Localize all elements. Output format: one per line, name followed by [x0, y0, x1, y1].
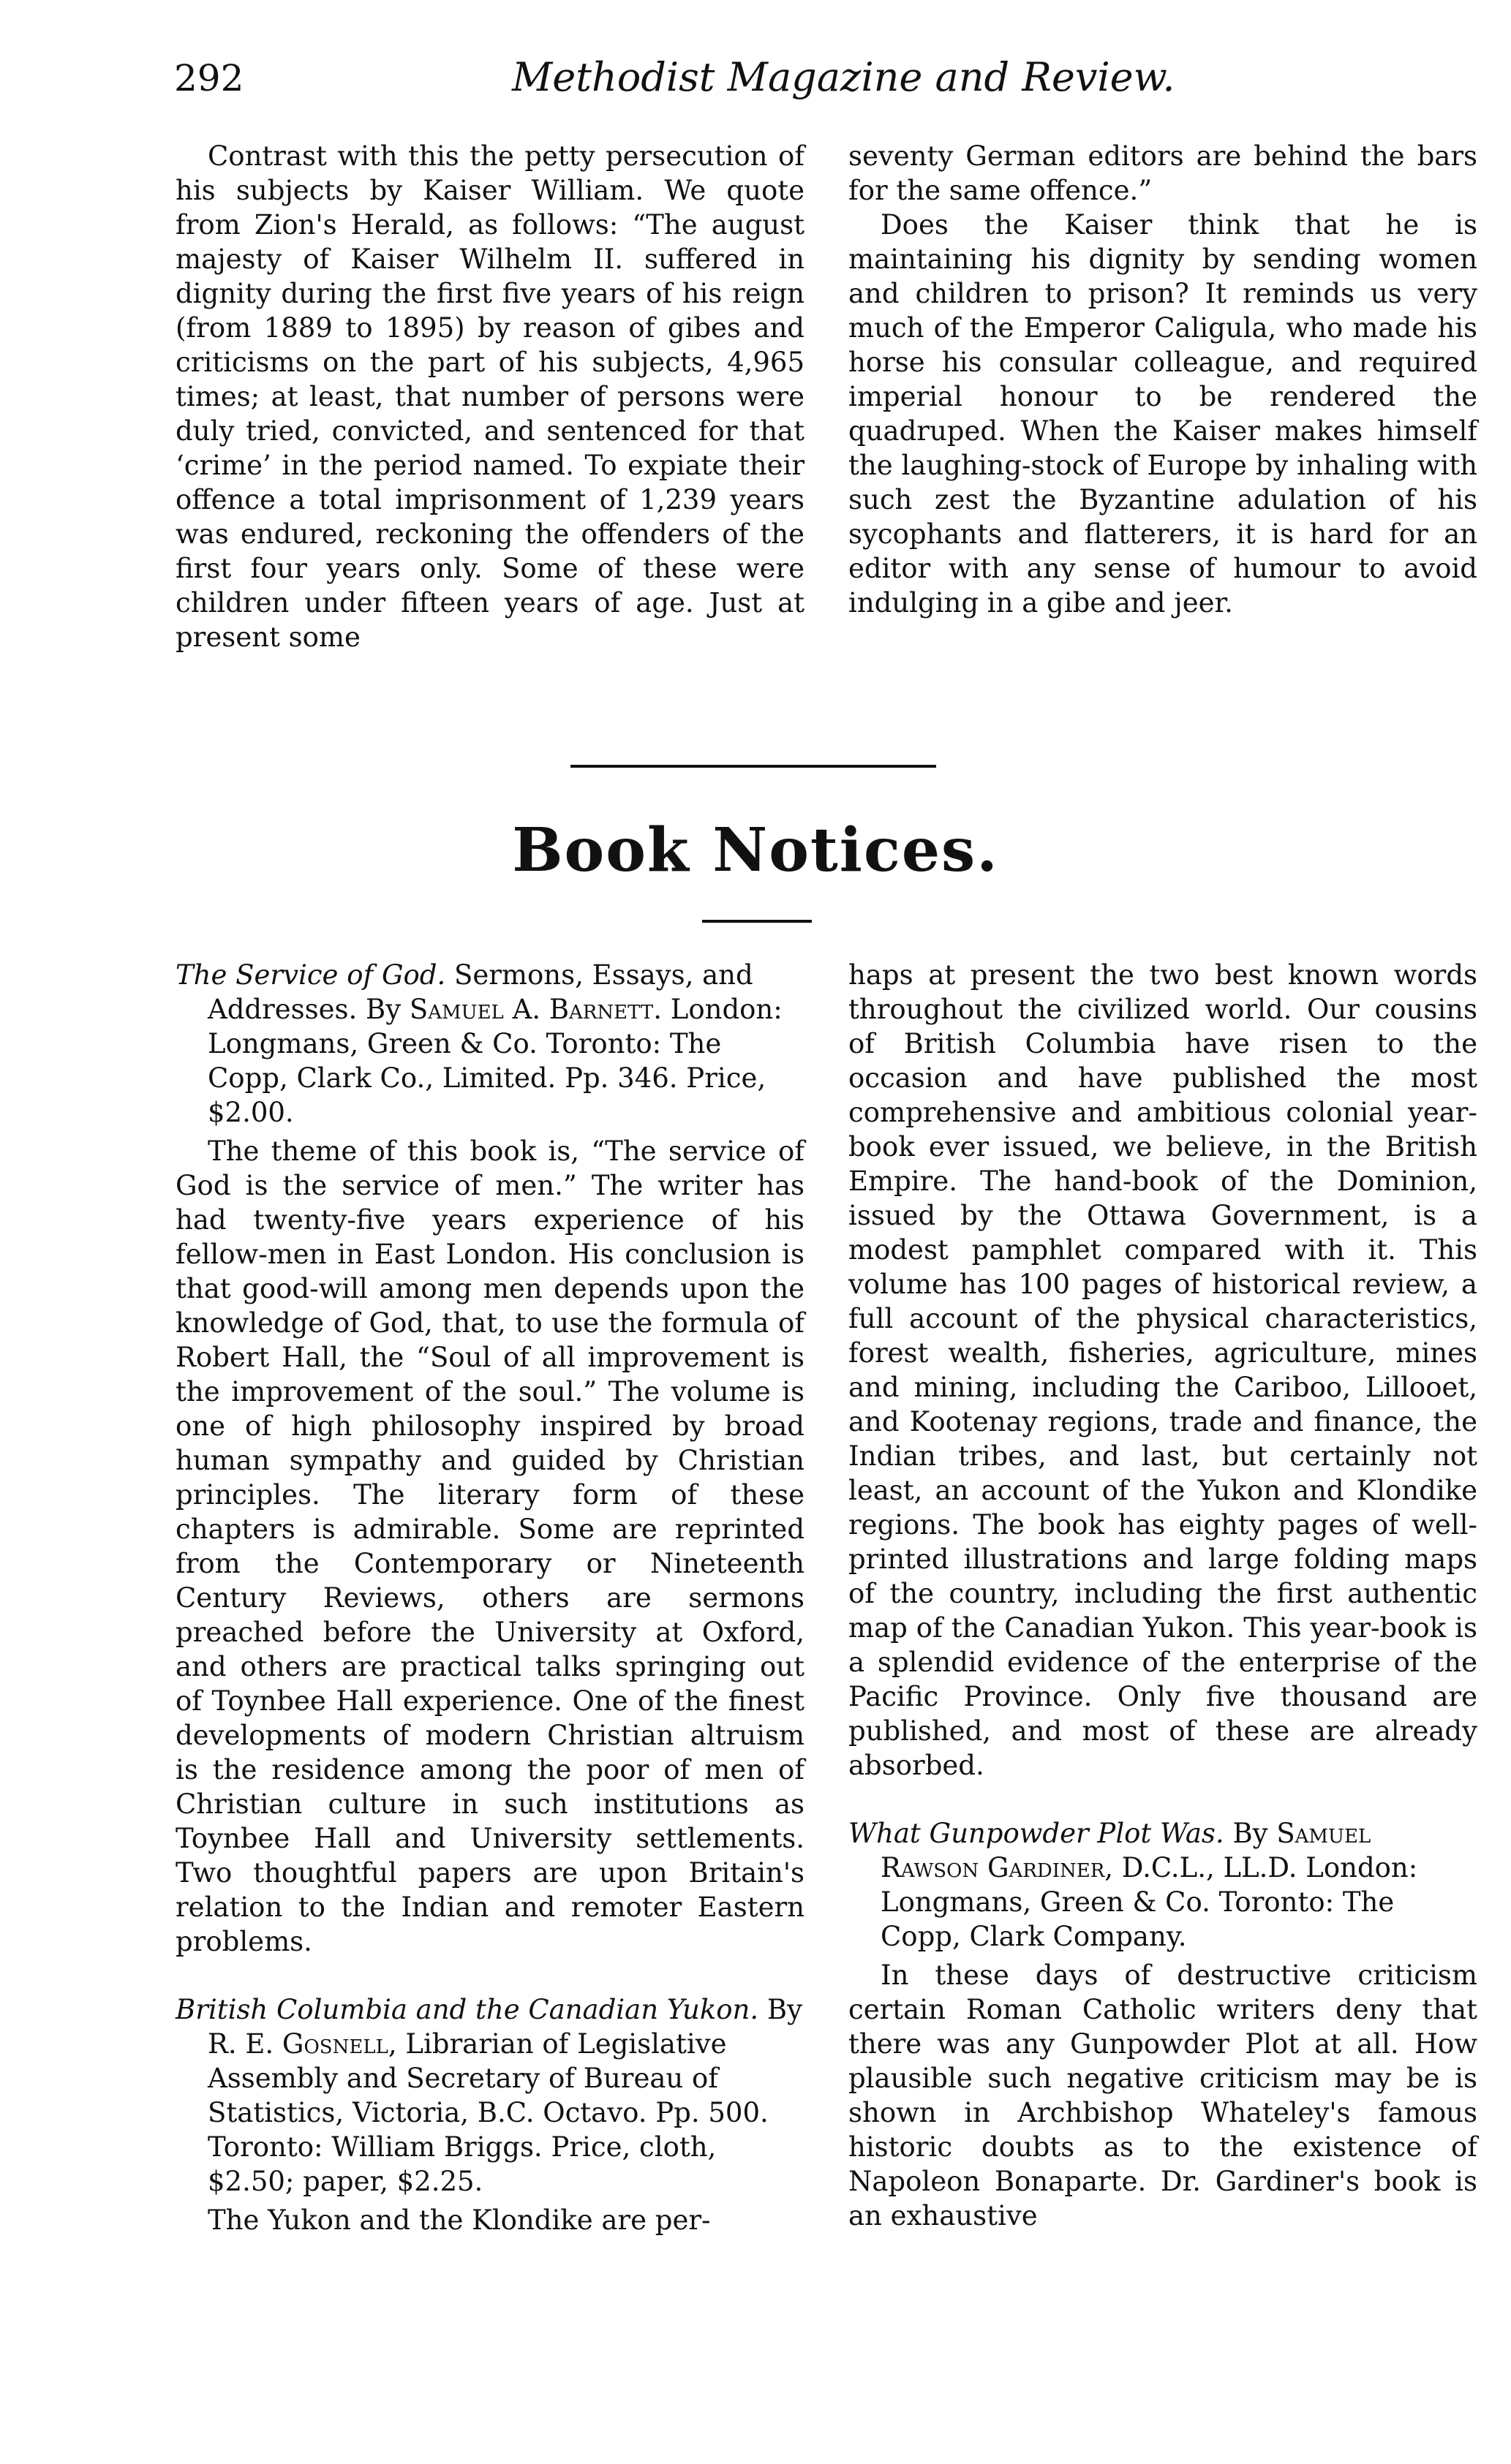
notice-imprint: London: Longmans, Green & Co. Toronto: The Copp, Clark Company. — [881, 1852, 1418, 1952]
notice-title: The Service of God. — [176, 959, 446, 991]
upper-right-column — [848, 139, 1477, 665]
upper-left-column — [176, 139, 805, 709]
heading-underline — [702, 920, 812, 923]
section-heading: Book Notices. — [512, 815, 999, 885]
notice-author: R. E. Gosnell, — [208, 2028, 397, 2060]
notice-imprint: Librarian of Legislative Assembly and Secretary of Bureau of Statistics, Victoria, B.C. Octavo. Pp. 500. Toronto: William Briggs. Price, cloth, $2.50; paper, $2.25. — [208, 2028, 769, 2197]
notice-imprint: London: Longmans, Green & Co. Toronto: The Copp, Clark Co., Limited. Pp. 346. Price, $2.00. — [208, 994, 783, 1128]
notice-title: British Columbia and the Canadian Yukon. — [176, 1994, 759, 2025]
notice-title: What Gunpowder Plot Was. — [848, 1818, 1224, 1849]
lower-left-column — [176, 958, 805, 2413]
running-title: Methodist Magazine and Review. — [512, 54, 1175, 100]
spacer — [176, 1959, 805, 1992]
notice-body-continued: haps at present the two best known words throughout the civilized world. Our cousins of British Columbia have risen to the occasion and have published the most comprehensive and ambitious colonial year-book ever issued, we believe, in the British Empire. The hand-book of the Dominion, issued by the Ottawa Government, is a modest pamphlet compared with it. This volume has 100 pages of historical review, a full account of the physical characteristics, forest wealth, fisheries, agriculture, mines and mining, including the Cariboo, Lillooet, and Kootenay regions, trade and finance, the Indian tribes, and last, but certainly not least, an account of the Yukon and Klondike regions. The book has eighty pages of well-printed illustrations and large folding maps of the country, including the first authentic map of the Canadian Yukon. This year-book is a splendid evidence of the enterprise of the Pacific Province. Only five thousand are published, and most of these are already absorbed. — [848, 959, 1477, 1781]
notice-heading-service — [176, 958, 805, 1130]
notice-author: Samuel A. Barnett. — [409, 994, 663, 1025]
notice-heading-gunpowder — [848, 1816, 1477, 1954]
notice-by: By — [1232, 1818, 1268, 1849]
kaiser-continuation: seventy German editors are behind the bars for the same offence.” — [848, 140, 1477, 206]
spacer — [848, 1783, 1477, 1816]
notice-body: The Yukon and the Klondike are per- — [208, 2204, 711, 2236]
notice-subtitle: Sermons, Essays, and Addresses. By — [208, 959, 753, 1025]
page-number: 292 — [174, 57, 244, 99]
kaiser-comment: Does the Kaiser think that he is maintaining his dignity by sending women and children to prison? It reminds us very much of the Emperor Caligula, who made his horse his consular colleague, and required imperial honour to be rendered the quadruped. When the Kaiser makes himself the laughing-stock of Europe by inhaling with such zest the Byzantine adulation of his sycophants and flatterers, it is hard for an editor with any sense of humour to avoid indulging in a gibe and jeer. — [848, 209, 1477, 619]
notice-by: By — [766, 1994, 802, 2025]
notice-heading-columbia — [176, 1992, 805, 2199]
lower-right-column — [848, 958, 1477, 2413]
section-divider — [570, 765, 936, 768]
kaiser-paragraph: Contrast with this the petty persecution of his subjects by Kaiser William. We quote from Zion's Herald, as follows: “The august majesty of Kaiser Wilhelm II. suffered in dignity during the first five years of his reign (from 1889 to 1895) by reason of gibes and criticisms on the part of his subjects, 4,965 times; at least, that number of persons were duly tried, convicted, and sentenced for that ‘crime’ in the period named. To expiate their offence a total imprisonment of 1,239 years was endured, reckoning the offenders of the first four years only. Some of these were children under fifteen years of age. Just at present some — [176, 140, 805, 653]
notice-body: In these days of destructive criticism certain Roman Catholic writers deny that there was any Gunpowder Plot at all. How plausible such negative criticism may be is shown in Archbishop Whateley's famous historic doubts as to the existence of Napoleon Bonaparte. Dr. Gardiner's book is an exhaustive — [848, 1960, 1477, 2231]
notice-author: Samuel Rawson Gardiner, D.C.L., LL.D. — [881, 1818, 1371, 1883]
notice-body: The theme of this book is, “The service of God is the service of men.” The writer has had twenty-five years experience of his fellow-men in East London. His conclusion is that good-will among men depends upon the knowledge of God, that, to use the formula of Robert Hall, the “Soul of all improvement is the improvement of the soul.” The volume is one of high philosophy inspired by broad human sympathy and guided by Christian principles. The literary form of these chapters is admirable. Some are reprinted from the Contemporary or Nineteenth Century Reviews, others are sermons preached before the University at Oxford, and others are practical talks springing out of Toynbee Hall experience. One of the finest developments of modern Christian altruism is the residence among the poor of men of Christian culture in such institutions as Toynbee Hall and University settlements. Two thoughtful papers are upon Britain's relation to the Indian and remoter Eastern problems. — [176, 1135, 805, 1957]
